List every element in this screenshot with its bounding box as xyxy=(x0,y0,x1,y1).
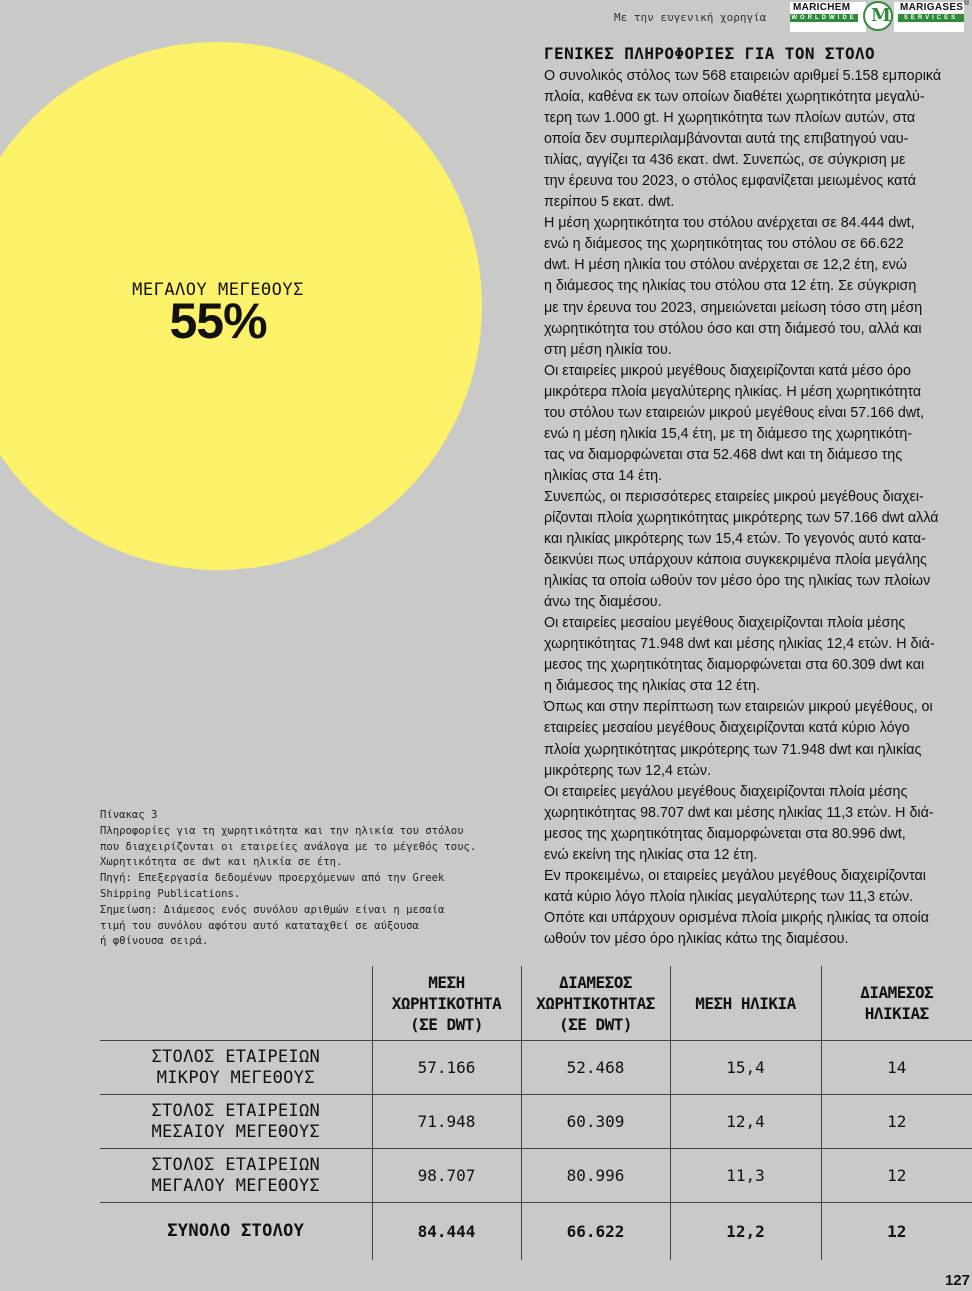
row-label-line: ΜΕΓΑΛΟΥ ΜΕΓΕΘΟΥΣ xyxy=(151,1175,321,1196)
article-line: ενώ εκείνη της ηλικίας στα 12 έτη. xyxy=(544,846,758,863)
table-row xyxy=(100,1149,972,1203)
cell-mean-capacity: 98.707 xyxy=(372,1149,521,1203)
table-total-row xyxy=(100,1203,972,1261)
article-line: άνω της διαμέσου. xyxy=(544,594,662,611)
row-label-line: ΣΤΟΛΟΣ ΕΤΑΙΡΕΙΩΝ xyxy=(151,1154,321,1175)
article-line: Οπότε και υπάρχουν ορισμένα πλοία μικρής ηλικίας τα οποία xyxy=(544,909,929,926)
cell-mean-age: 11,3 xyxy=(670,1149,821,1203)
caption-line: που διαχειρίζονται οι εταιρείες ανάλογα με το μέγεθός τους. xyxy=(100,840,477,853)
fleet-stats-table xyxy=(100,966,972,1260)
article-line: ενώ η διάμεσος της χωρητικότητας του στόλου σε 66.622 xyxy=(544,236,904,253)
header-line: ΔΙΑΜΕΣΟΣ xyxy=(860,983,934,1002)
section-title: ΓΕΝΙΚΕΣ ΠΛΗΡΟΦΟΡΙΕΣ ΓΙΑ ΤΟΝ ΣΤΟΛΟ xyxy=(544,44,876,63)
caption-line: Πληροφορίες για τη χωρητικότητα και την ηλικία του στόλου xyxy=(100,824,464,837)
article-line: Ο συνολικός στόλος των 568 εταιρειών αριθμεί 5.158 εμπορικά xyxy=(544,68,942,84)
header-line: (ΣΕ DWT) xyxy=(409,1014,484,1034)
header-line: (ΣΕ DWT) xyxy=(558,1014,633,1034)
caption-line: Πίνακας 3 xyxy=(100,809,158,821)
cell-median-capacity: 60.309 xyxy=(521,1095,670,1149)
header-line: ΜΕΣΗ ΗΛΙΚΙΑ xyxy=(695,993,796,1013)
caption-line: τιμή του συνόλου αφότου αυτό καταταχθεί σε αύξουσα xyxy=(100,919,419,932)
header-empty-cell xyxy=(100,966,372,1041)
article-line: ηλικίας τα οποία ωθούν τον μέσο όρο της ηλικίας των πλοίων xyxy=(544,573,931,590)
article-line: Όπως και στην περίπτωση των εταιρειών μικρού μεγέθους, οι xyxy=(544,699,933,716)
page-number: 127 xyxy=(944,1272,970,1289)
logo-left-sub: WORLDWIDE xyxy=(791,15,857,21)
header-line: ΔΙΑΜΕΣΟΣ xyxy=(558,972,633,992)
logo-mark-letter: M xyxy=(871,5,891,26)
article-line: χωρητικότητας 71.948 dwt και μέσης ηλικίας 12,4 ετών. Η διά- xyxy=(544,636,935,653)
header-median-age xyxy=(821,966,972,1041)
header-line: ΜΕΣΗ xyxy=(428,972,465,992)
table-header-row xyxy=(100,966,972,1041)
article-line: με την έρευνα του 2023, σημειώνεται μείωση τόσο στη μέση xyxy=(544,299,923,316)
article-line: την έρευνα του 2023, ο στόλος εμφανίζεται μειωμένος κατά xyxy=(544,173,917,190)
cell-mean-age: 15,4 xyxy=(670,1041,821,1095)
row-label xyxy=(100,1041,372,1095)
article-line: Εν προκειμένω, οι εταιρείες μεγάλου μεγέθους διαχειρίζονται xyxy=(544,867,926,884)
row-label-line: ΣΤΟΛΟΣ ΕΤΑΙΡΕΙΩΝ xyxy=(151,1100,321,1121)
article-line: μικρότερα πλοία μεγαλύτερης ηλικίας. Η μέση χωρητικότητα xyxy=(544,383,922,400)
article-line: Οι εταιρείες μικρού μεγέθους διαχειρίζονται κατά μέσο όρο xyxy=(544,362,911,379)
table-row xyxy=(100,1041,972,1095)
cell-mean-age: 12,4 xyxy=(670,1095,821,1149)
sponsor-text: Με την ευγενική χορηγία xyxy=(614,11,767,24)
article-line: τας να διαμορφώνεται στα 52.468 dwt και τη διάμεσο της xyxy=(544,446,903,463)
caption-line: Πηγή: Επεξεργασία δεδομένων προερχόμενων από την Greek xyxy=(100,872,445,885)
caption-line: Χωρητικότητα σε dwt και ηλικία σε έτη. xyxy=(100,856,343,869)
row-label xyxy=(100,1149,372,1203)
article-line: πλοία χωρητικότητας μικρότερης των 71.948 dwt και ηλικίας xyxy=(544,741,922,758)
article-line: μεσος της χωρητικότητας διαμορφώνεται στα 60.309 dwt και xyxy=(544,657,925,674)
logo-left-name: MARICHEM xyxy=(793,2,851,13)
caption-line: Σημείωση: Διάμεσος ενός συνόλου αριθμών είναι η μεσαία xyxy=(100,903,445,916)
article-line: μεσος της χωρητικότητας διαμορφώνεται στα 80.996 dwt, xyxy=(544,825,906,842)
article-line: πλοία, καθένα εκ των οποίων διαθέτει χωρητικότητα μεγαλύ- xyxy=(544,89,925,106)
circle-label: ΜΕΓΑΛΟΥ ΜΕΓΕΘΟΥΣ xyxy=(132,280,304,300)
article-line: χωρητικότητας 98.707 dwt και μέσης ηλικίας 11,3 ετών. Η διά- xyxy=(544,804,934,821)
header-line: ΧΩΡΗΤΙΚΟΤΗΤΑΣ xyxy=(536,993,655,1013)
article-line: στη μέση ηλικία του. xyxy=(544,341,672,358)
row-label-line: ΜΙΚΡΟΥ ΜΕΓΕΘΟΥΣ xyxy=(156,1067,315,1088)
cell-median-capacity: 52.468 xyxy=(521,1041,670,1095)
article-body xyxy=(544,66,972,950)
logo-right-sub: SERVICES xyxy=(898,14,964,22)
total-median-age: 12 xyxy=(821,1203,972,1261)
article-line: οποία δεν συμπεριλαμβάνονται αυτά της επιβατηγού ναυ- xyxy=(544,131,909,148)
caption-line: Shipping Publications. xyxy=(100,887,241,900)
cell-mean-capacity: 57.166 xyxy=(372,1041,521,1095)
table-row xyxy=(100,1095,972,1149)
caption-line: ή φθίνουσα σειρά. xyxy=(100,935,209,948)
sponsor-logo xyxy=(790,0,972,34)
header-mean-age xyxy=(670,966,821,1041)
circle-value: 55% xyxy=(169,293,267,349)
cell-median-age: 12 xyxy=(821,1149,972,1203)
article-line: μικρότερης των 12,4 ετών. xyxy=(544,762,712,779)
article-line: τιλίας, αγγίζει τα 436 εκατ. dwt. Συνεπώς, σε σύγκριση με xyxy=(544,152,906,169)
header-line: ΧΩΡΗΤΙΚΟΤΗΤΑ xyxy=(391,993,502,1013)
article-line: και ηλικίας μικρότερης των 15,4 ετών. Το γεγονός αυτό κατα- xyxy=(544,531,926,548)
article-line: dwt. Η μέση ηλικία του στόλου ανέρχεται σε 12,2 έτη, ενώ xyxy=(544,257,907,274)
cell-mean-capacity: 71.948 xyxy=(372,1095,521,1149)
article-line: περίπου 5 εκατ. dwt. xyxy=(544,194,675,211)
header-mean-capacity xyxy=(372,966,521,1041)
cell-median-age: 12 xyxy=(821,1095,972,1149)
article-line: Οι εταιρείες μεγάλου μεγέθους διαχειρίζονται πλοία μέσης xyxy=(544,783,908,800)
header-line: ΗΛΙΚΙΑΣ xyxy=(864,1004,929,1023)
article-line: εταιρείες μεσαίου μεγέθους διαχειρίζονται κατά κύριο λόγο xyxy=(544,720,910,737)
header-median-capacity xyxy=(521,966,670,1041)
total-mean-capacity: 84.444 xyxy=(372,1203,521,1261)
logo-mark xyxy=(863,1,893,31)
row-label-line: ΣΤΟΛΟΣ ΕΤΑΙΡΕΙΩΝ xyxy=(151,1046,321,1067)
article-line: Οι εταιρείες μεσαίου μεγέθους διαχειρίζονται πλοία μέσης xyxy=(544,615,906,632)
article-line: του στόλου των εταιρειών μικρού μεγέθους είναι 57.166 dwt, xyxy=(544,404,925,421)
cell-median-capacity: 80.996 xyxy=(521,1149,670,1203)
article-line: ηλικίας στα 14 έτη. xyxy=(544,467,663,484)
total-label: ΣΥΝΟΛΟ ΣΤΟΛΟΥ xyxy=(167,1221,305,1241)
total-mean-age: 12,2 xyxy=(670,1203,821,1261)
article-line: η διάμεσος της ηλικίας του στόλου στα 12 έτη. Σε σύγκριση xyxy=(544,278,917,295)
article-line: κατά κύριο λόγο πλοία ηλικίας μεγαλύτερης των 11,3 ετών. xyxy=(544,888,914,905)
cell-median-age: 14 xyxy=(821,1041,972,1095)
article-column xyxy=(544,44,972,950)
article-line: τερη των 1.000 gt. Η χωρητικότητα των πλοίων αυτών, στα xyxy=(544,110,916,127)
article-line: ενώ η μέση ηλικία 15,4 έτη, με τη διάμεσο της χωρητικότη- xyxy=(544,425,913,442)
total-median-capacity: 66.622 xyxy=(521,1203,670,1261)
row-label xyxy=(100,1095,372,1149)
logo-right-name: MARIGASES xyxy=(900,2,964,13)
article-line: χωρητικότητα του στόλου όσο και στη διάμεσό του, αλλά και xyxy=(544,320,922,337)
article-line: ωθούν τον μέσο όρο ηλικίας κάτω της διαμέσου. xyxy=(544,930,849,947)
article-line: ρίζονται πλοία χωρητικότητας μικρότερης των 57.166 dwt αλλά xyxy=(544,509,939,526)
article-line: η διάμεσος της ηλικίας στα 12 έτη. xyxy=(544,678,761,695)
article-line: Η μέση χωρητικότητα του στόλου ανέρχεται σε 84.444 dwt, xyxy=(544,215,915,232)
article-line: Συνεπώς, οι περισσότερες εταιρείες μικρού μεγέθους διαχει- xyxy=(544,488,924,505)
registered-mark: ® xyxy=(964,0,970,7)
table-caption xyxy=(100,808,500,950)
article-line: δεικνύει πως υπάρχουν κάποια συγκεκριμένα πλοία μεγάλης xyxy=(544,552,927,569)
row-label-line: ΜΕΣΑΙΟΥ ΜΕΓΕΘΟΥΣ xyxy=(151,1121,321,1142)
